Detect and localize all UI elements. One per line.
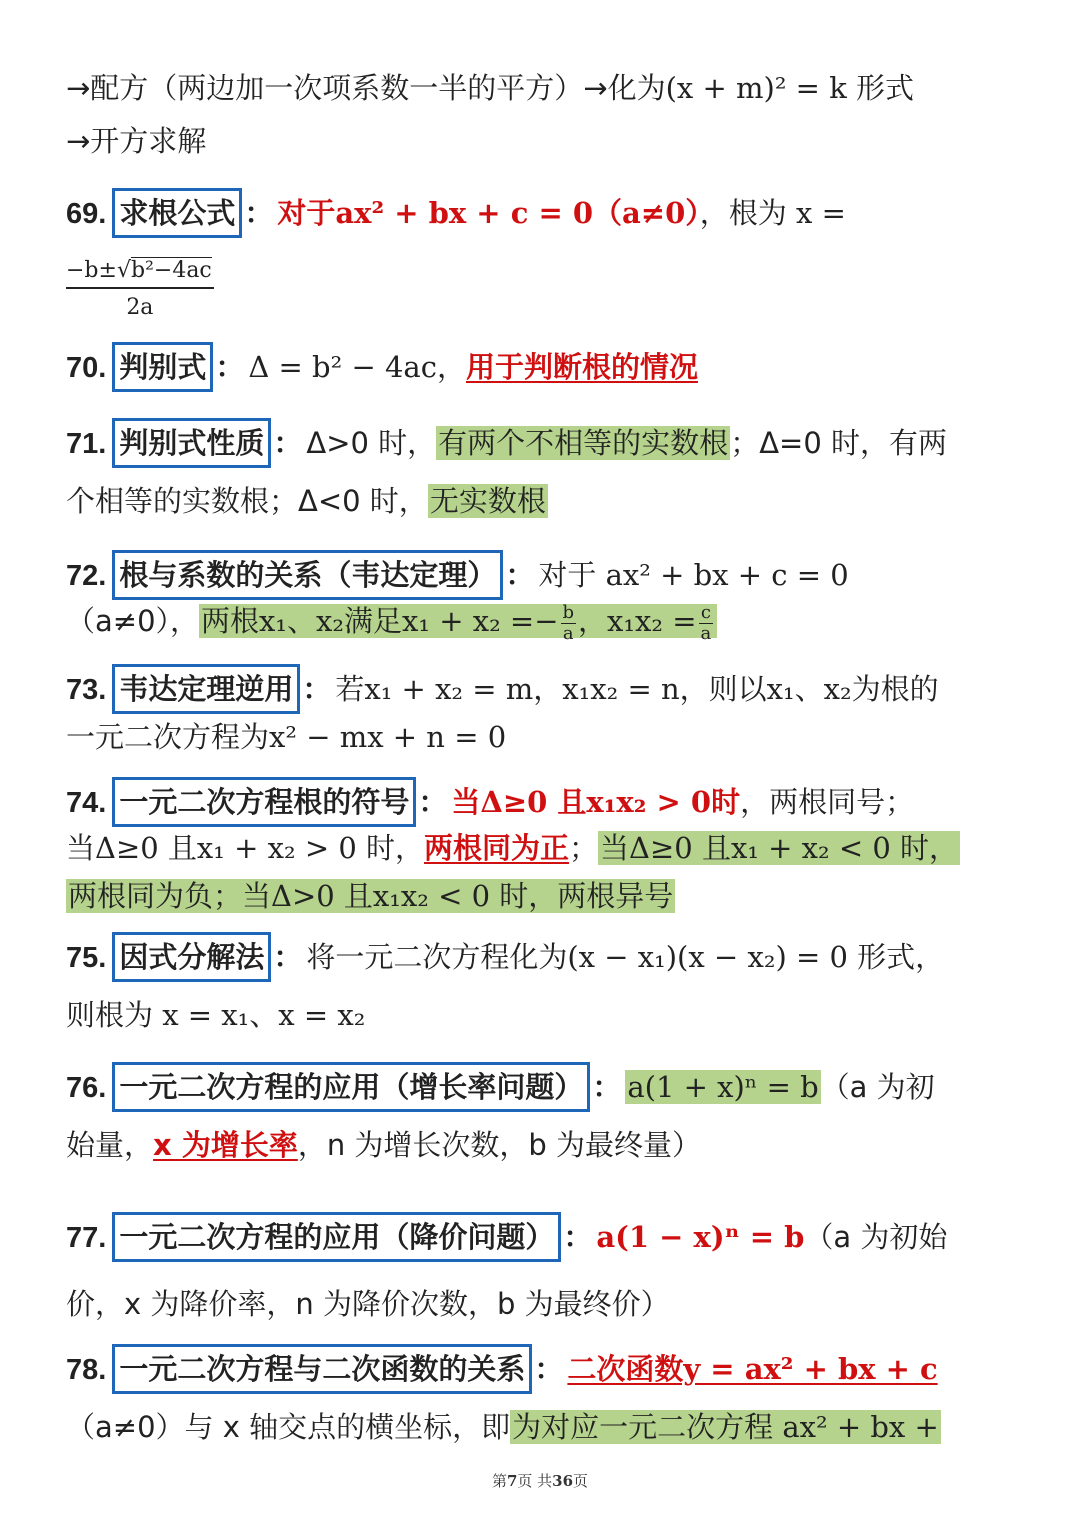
highlight: a(1 + x)ⁿ = b (627, 1070, 819, 1104)
fraction-b-over-a: $\frac{b}{a}$ (562, 601, 575, 644)
term-box: 一元二次方程的应用（降价问题） (112, 1212, 561, 1262)
item-72: 72. 根与系数的关系（韦达定理） ： 对于 ax² + bx + c = 0 (66, 550, 849, 600)
term-box: 一元二次方程的应用（增长率问题） (112, 1062, 590, 1112)
item-78: 78. 一元二次方程与二次函数的关系 ： 二次函数y = ax² + bx + c (66, 1344, 938, 1394)
term-box: 判别式性质 (112, 418, 271, 468)
continuation-line-1: →配方（两边加一次项系数一半的平方）→化为(x + m)² = k 形式 (66, 71, 914, 105)
item-69: 69. 求根公式 ： 对于ax² + bx + c = 0（a≠0），根为 x = (66, 188, 846, 238)
item-77: 77. 一元二次方程的应用（降价问题） ： a(1 − x)ⁿ = b（a 为初始 (66, 1212, 947, 1262)
term-box: 因式分解法 (112, 932, 271, 982)
term-box: 一元二次方程与二次函数的关系 (112, 1344, 532, 1394)
highlight: 无实数根 (429, 484, 546, 518)
highlight: 为对应一元二次方程 ax² + bx + (512, 1410, 939, 1444)
page-footer: 第7页 共36页 (491, 1472, 589, 1490)
item-75: 75. 因式分解法 ： 将一元二次方程化为(x − x₁)(x − x₂) = 0 形式， (66, 932, 944, 982)
total-pages: 36 (552, 1472, 574, 1490)
term-box: 一元二次方程根的符号 (112, 777, 416, 827)
item-74-line-2: 当Δ≥0 且x₁ + x₂ > 0 时，两根同为正；当Δ≥0 且x₁ + x₂ < 0 时， (66, 831, 959, 865)
item-71: 71. 判别式性质 ： Δ>0 时，有两个不相等的实数根；Δ=0 时，有两 (66, 418, 947, 468)
highlight: 两根同为负；当Δ>0 且x₁x₂ < 0 时，两根异号 (68, 879, 674, 913)
item-76: 76. 一元二次方程的应用（增长率问题） ： a(1 + x)ⁿ = b（a 为初 (66, 1062, 935, 1112)
highlight: 当Δ≥0 且x₁ + x₂ < 0 时， (600, 831, 959, 865)
continuation-line-2: →开方求解 (66, 124, 207, 158)
item-70: 70. 判别式 ： Δ = b² − 4ac，用于判断根的情况 (66, 342, 698, 392)
item-73: 73. 韦达定理逆用 ： 若x₁ + x₂ = m，x₁x₂ = n，则以x₁、x₂为根的 (66, 664, 939, 714)
item-74-line-3 (66, 875, 675, 917)
item-72-line-2: （a≠0），两根x₁、x₂满足x₁ + x₂ =− $\frac{b}{a}$ ，x₁x₂ = $\frac{c}{a}$ (66, 600, 717, 644)
item-76-line-2: 始量，x 为增长率，n 为增长次数，b 为最终量） (66, 1128, 702, 1162)
item-71-line-2: 个相等的实数根；Δ<0 时，无实数根 (66, 484, 546, 518)
item-77-line-2: 价，x 为降价率，n 为降价次数，b 为最终价） (66, 1287, 670, 1321)
item-75-line-2: 则根为 x = x₁、x = x₂ (66, 998, 366, 1032)
highlight: 两根x₁、x₂满足x₁ + x₂ =− $\frac{b}{a}$ ，x₁x₂ = $\frac{c}{a}$ (199, 604, 717, 638)
term-box: 求根公式 (112, 188, 242, 238)
item-78-line-2: （a≠0）与 x 轴交点的横坐标，即为对应一元二次方程 ax² + bx + (66, 1410, 939, 1444)
item-73-line-2: 一元二次方程为x² − mx + n = 0 (66, 720, 507, 754)
highlight: 有两个不相等的实数根 (438, 426, 729, 460)
item-number: 69. (66, 198, 107, 230)
quadratic-formula-fraction: −b±√b²−4ac 2a (66, 258, 212, 320)
fraction-c-over-a: $\frac{c}{a}$ (700, 601, 712, 644)
term-box: 判别式 (112, 342, 213, 392)
term-box: 韦达定理逆用 (112, 664, 300, 714)
item-74: 74. 一元二次方程根的符号 ： 当Δ≥0 且x₁x₂ > 0时，两根同号； (66, 777, 914, 827)
page-number: 7 (506, 1472, 518, 1490)
term-box: 根与系数的关系（韦达定理） (112, 550, 503, 600)
